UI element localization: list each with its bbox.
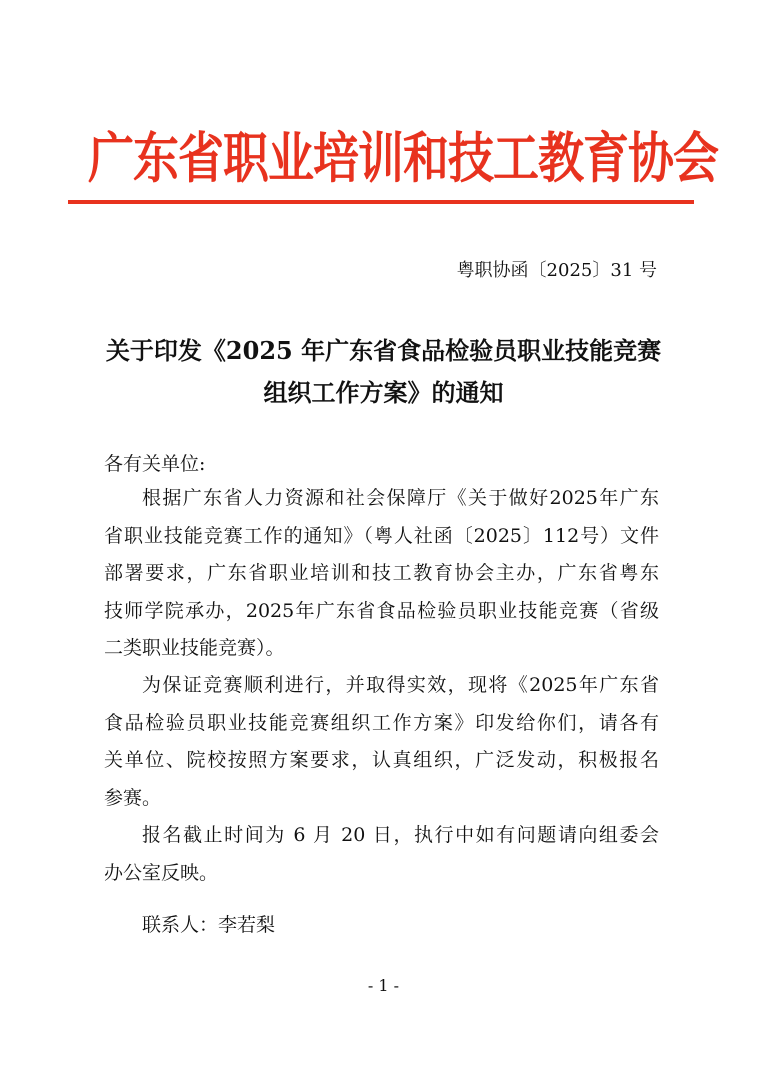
paragraph-1 — [104, 480, 659, 668]
paragraph-line: 根据广东省人力资源和社会保障厅《关于做好2025年广东 — [142, 487, 659, 509]
page-number: - 1 - — [367, 976, 400, 995]
document-number: 粤职协函〔2025〕31 号 — [456, 260, 657, 281]
paragraph-line: 技师学院承办，2025年广东省食品检验员职业技能竞赛（省级 — [104, 599, 659, 622]
paragraph-2 — [104, 667, 659, 817]
document-title-line-2: 组织工作方案》的通知 — [263, 378, 504, 407]
document-title-line-1: 关于印发《2025 年广东省食品检验员职业技能竞赛 — [105, 336, 662, 365]
org-letterhead: 广东省职业培训和技工教育协会 — [88, 126, 718, 190]
paragraph-line: 报名截止时间为 6 月 20 日，执行中如有问题请向组委会 — [142, 824, 659, 846]
paragraph-line: 参赛。 — [104, 786, 162, 809]
paragraph-line: 食品检验员职业技能竞赛组织工作方案》印发给你们，请各有 — [104, 711, 659, 734]
contact-person: 联系人：李若梨 — [142, 914, 276, 936]
letterhead-red-rule — [68, 200, 694, 204]
paragraph-line: 二类职业技能竞赛）。 — [104, 637, 285, 659]
salutation: 各有关单位: — [104, 453, 206, 475]
paragraph-3 — [104, 817, 659, 892]
document-title — [90, 330, 677, 414]
paragraph-line: 为保证竞赛顺利进行，并取得实效，现将《2025年广东省 — [142, 674, 659, 696]
paragraph-line: 省职业技能竞赛工作的通知》（粤人社函〔2025〕112号）文件 — [104, 524, 659, 547]
paragraph-line: 关单位、院校按照方案要求，认真组织，广泛发动，积极报名 — [104, 749, 659, 771]
paragraph-line: 办公室反映。 — [104, 861, 219, 884]
paragraph-line: 部署要求，广东省职业培训和技工教育协会主办，广东省粤东 — [104, 562, 659, 584]
